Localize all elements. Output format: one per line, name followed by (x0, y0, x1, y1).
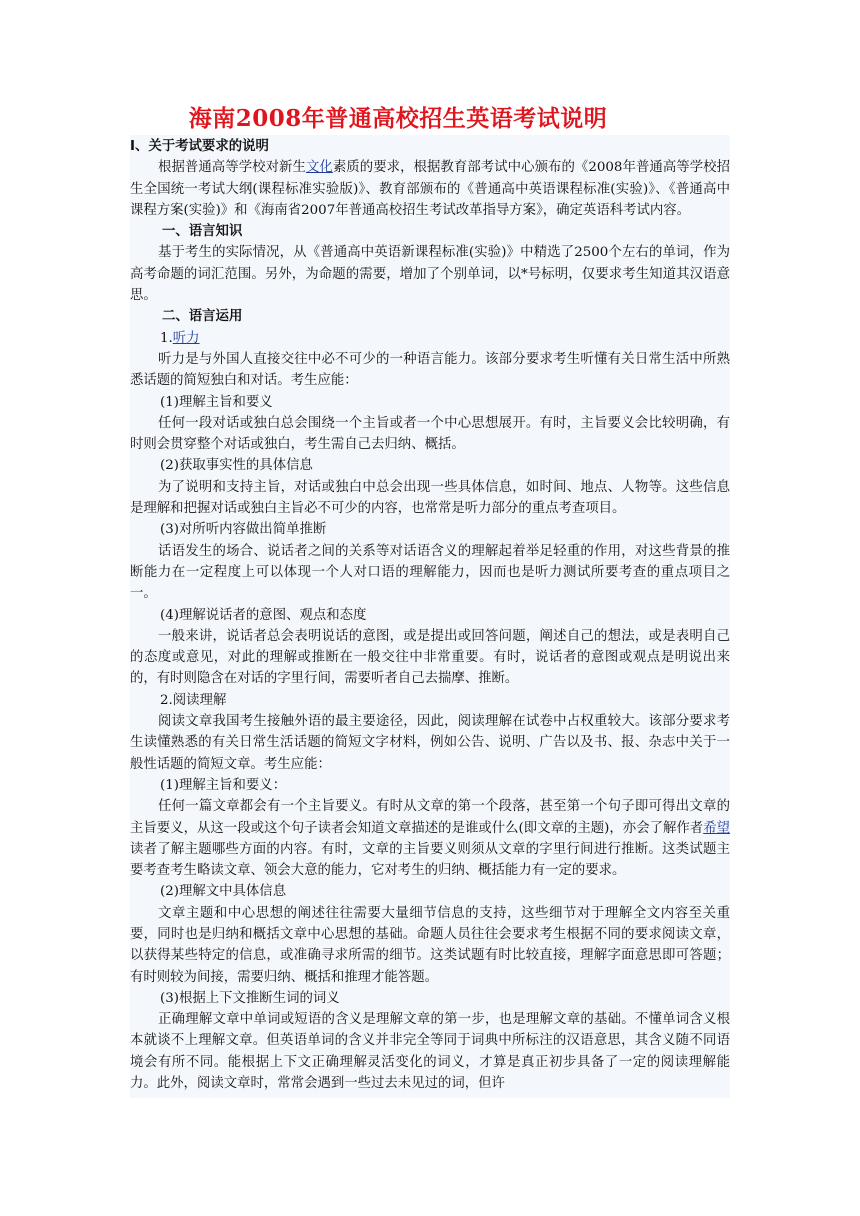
paragraph-language-knowledge: 基于考生的实际情况，从《普通高中英语新课程标准(实验)》中精选了2500个左右的单词，作为高考命题的词汇范围。另外，为命题的需要，增加了个别单词，以*号标明，仅要求考生知道其汉语意思。 (130, 245, 730, 304)
text-span: 任何一篇文章都会有一个主旨要义。有时从文章的第一个段落，甚至第一个句子即可得出文章的主旨要义，从这一段或这个句子读者会知道文章描述的是谁或什么(即文章的主题)，亦会了解作者 (130, 799, 730, 836)
item-title-read-2: (2)理解文中具体信息 (160, 884, 287, 900)
link-listening[interactable]: 听力 (172, 330, 200, 346)
link-hope[interactable]: 希望 (703, 820, 730, 836)
heading-language-use: 二、语言运用 (162, 309, 243, 325)
listening-number: 1. (160, 330, 173, 346)
heading-language-knowledge: 一、语言知识 (162, 224, 243, 240)
subheading-reading: 2.阅读理解 (160, 692, 227, 708)
item-title-listen-4: (4)理解说话者的意图、观点和态度 (160, 607, 367, 623)
section-heading-exam-requirements: Ⅰ、关于考试要求的说明 (130, 139, 269, 154)
paragraph-reading: 阅读文章我国考生接触外语的最主要途径，因此，阅读理解在试卷中占权重较大。该部分要求考生读懂熟悉的有关日常生活话题的简短文字材料，例如公告、说明、广告以及书、报、杂志中关于一般性话题的简短文章。考生应能： (130, 714, 730, 772)
paragraph-listening: 听力是与外国人直接交往中必不可少的一种语言能力。该部分要求考生听懂有关日常生活中所熟悉话题的简短独白和对话。考生应能： (130, 351, 730, 389)
text-span: 根据普通高等学校对新生 (158, 160, 306, 176)
item-text-listen-1: 任何一段对话或独白总会围绕一个主旨或者一个中心思想展开。有时，主旨要义会比较明确，有时则会贯穿整个对话或独白，考生需自己去归纳、概括。 (130, 415, 730, 453)
link-culture[interactable]: 文化 (305, 160, 333, 176)
item-title-read-1: (1)理解主旨和要义： (160, 777, 287, 793)
item-text-read-3: 正确理解文章中单词或短语的含义是理解文章的第一步，也是理解文章的基础。不懂单词含义根本就谈不上理解文章。但英语单词的含义并非完全等同于词典中所标注的汉语意思，其含义随不同语境会有所不同。能根据上下文正确理解灵活变化的词义，才算是真正初步具备了一定的阅读理解能力。此外，阅读文章时，常常会遇到一些过去未见过的词，但许 (130, 1012, 730, 1092)
item-text-listen-2: 为了说明和支持主旨，对话或独白中总会出现一些具体信息，如时间、地点、人物等。这些信息是理解和把握对话或独白主旨必不可少的内容，也常常是听力部分的重点考查项目。 (130, 479, 730, 517)
item-title-listen-1: (1)理解主旨和要义 (160, 394, 273, 410)
document-title: 海南2008年普通高校招生英语考试说明 (188, 105, 608, 132)
item-title-read-3: (3)根据上下文推断生词的词义 (160, 990, 340, 1006)
item-text-read-1 (130, 796, 730, 881)
item-title-listen-3: (3)对所听内容做出简单推断 (160, 522, 327, 538)
text-span: 读者了解主题哪些方面的内容。有时，文章的主旨要义则须从文章的字里行间进行推断。这类试题主要考查考生略读文章、领会大意的能力，它对考生的归纳、概括能力有一定的要求。 (130, 841, 730, 879)
item-text-listen-3: 话语发生的场合、说话者之间的关系等对话语含义的理解起着举足轻重的作用，对这些背景的推断能力在一定程度上可以体现一个人对口语的理解能力，因而也是听力测试所要考查的重点项目之一。 (130, 543, 730, 602)
item-title-listen-2: (2)获取事实性的具体信息 (160, 458, 313, 474)
text-span: 素质的要求，根据教育部考试中心颁布的《2008年普通高等学校招生全国统一考试大纲(课程标准实验版)》、教育部颁布的《普通高中英语课程标准(实验)》、《普通高中课程方案(实验)》和《海南省2007年普通高校招生考试改革指导方案》，确定英语科考试内容。 (130, 160, 731, 218)
subheading-listening (130, 328, 730, 349)
item-text-read-2: 文章主题和中心思想的阐述往往需要大量细节信息的支持，这些细节对于理解全文内容至关重要，同时也是归纳和概括文章中心思想的基础。命题人员往往会要求考生根据不同的要求阅读文章，以获得某些特定的信息，或准确寻求所需的细节。这类试题有时比较直接，理解字面意思即可答题；有时则较为间接，需要归纳、概括和推理才能答题。 (130, 905, 730, 985)
item-text-listen-4: 一般来讲，说话者总会表明说话的意图，或是提出或回答问题，阐述自己的想法，或是表明自己的态度或意见，对此的理解或推断在一般交往中非常重要。有时，说话者的意图或观点是明说出来的，有时则隐含在对话的字里行间，需要听者自己去揣摩、推断。 (130, 628, 730, 687)
paragraph-intro (130, 157, 730, 221)
document-body (130, 135, 730, 1098)
